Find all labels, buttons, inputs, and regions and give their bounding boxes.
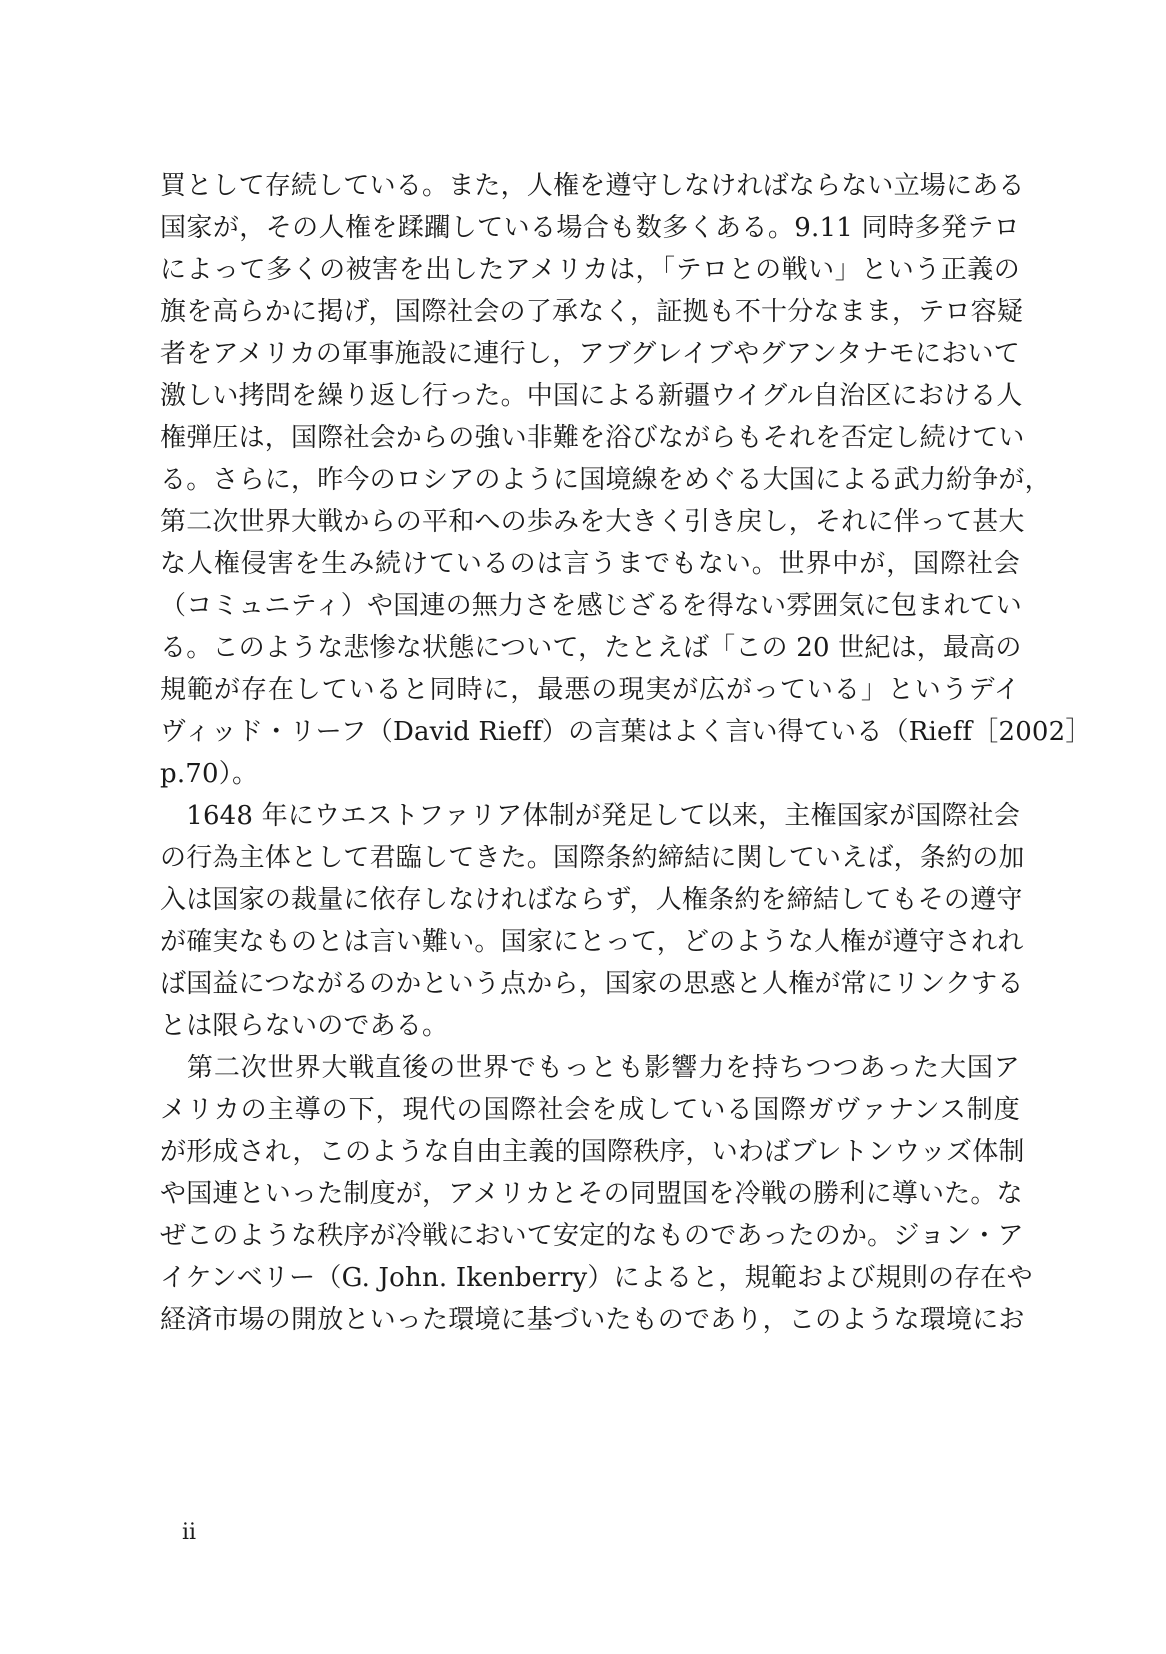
text-line: 権弾圧は，国際社会からの強い非難を浴びながらもそれを否定し続けてい	[160, 423, 1025, 453]
text-line: 経済市場の開放といった環境に基づいたものであり，このような環境にお	[160, 1305, 1025, 1335]
text-line: イケンベリー（G. John. Ikenberry）によると，規範および規則の存在や	[160, 1263, 1033, 1293]
text-line: が確実なものとは言い難い。国家にとって，どのような人権が遵守されれ	[160, 927, 1024, 957]
text-line: 者をアメリカの軍事施設に連行し，アブグレイブやグアンタナモにおいて	[160, 339, 1020, 369]
text-line: 第二次世界大戦からの平和への歩みを大きく引き戻し，それに伴って甚大	[160, 507, 1025, 537]
text-line: 国家が，その人権を蹂躙している場合も数多くある。9.11 同時多発テロ	[160, 213, 1020, 243]
text-line: な人権侵害を生み続けているのは言うまでもない。世界中が，国際社会	[160, 549, 1020, 579]
text-line: ぜこのような秩序が冷戦において安定的なものであったのか。ジョン・ア	[160, 1221, 1024, 1251]
text-line: ヴィッド・リーフ（David Rieff）の言葉はよく言い得ている（Rieff［2002］	[160, 717, 1092, 747]
text-line: 第二次世界大戦直後の世界でもっとも影響力を持ちつつあった大国ア	[160, 1053, 1020, 1083]
page-number: ii	[182, 1520, 197, 1545]
text-line: によって多くの被害を出したアメリカは，「テロとの戦い」という正義の	[160, 255, 1020, 285]
text-line: や国連といった制度が，アメリカとその同盟国を冷戦の勝利に導いた。な	[160, 1179, 1023, 1209]
body-text	[160, 165, 1092, 1341]
text-line: る。さらに，昨今のロシアのように国境線をめぐる大国による武力紛争が，	[160, 465, 1051, 495]
text-line: の行為主体として君臨してきた。国際条約締結に関していえば，条約の加	[160, 843, 1025, 873]
text-line: とは限らないのである。	[160, 1011, 449, 1041]
text-line: 規範が存在していると同時に，最悪の現実が広がっている」というデイ	[160, 675, 1020, 705]
text-line: が形成され，このような自由主義的国際秩序，いわばブレトンウッズ体制	[160, 1137, 1025, 1167]
text-line: ば国益につながるのかという点から，国家の思惑と人権が常にリンクする	[160, 969, 1024, 999]
text-line: 旗を高らかに掲げ，国際社会の了承なく，証拠も不十分なまま，テロ容疑	[160, 297, 1024, 327]
text-line: （コミュニティ）や国連の無力さを感じざるを得ない雰囲気に包まれてい	[160, 591, 1023, 621]
text-line: 激しい拷問を繰り返し行った。中国による新疆ウイグル自治区における人	[160, 381, 1023, 411]
text-line: 1648 年にウエストファリア体制が発足して以来，主権国家が国際社会	[160, 801, 1021, 831]
text-line: る。このような悲惨な状態について，たとえば「この 20 世紀は，最高の	[160, 633, 1022, 663]
text-line: 買として存続している。また，人権を遵守しなければならない立場にある	[160, 171, 1025, 201]
text-line: p.70）。	[160, 759, 259, 789]
text-line: 入は国家の裁量に依存しなければならず，人権条約を締結してもその遵守	[160, 885, 1023, 915]
text-line: メリカの主導の下，現代の国際社会を成している国際ガヴァナンス制度	[160, 1095, 1020, 1125]
